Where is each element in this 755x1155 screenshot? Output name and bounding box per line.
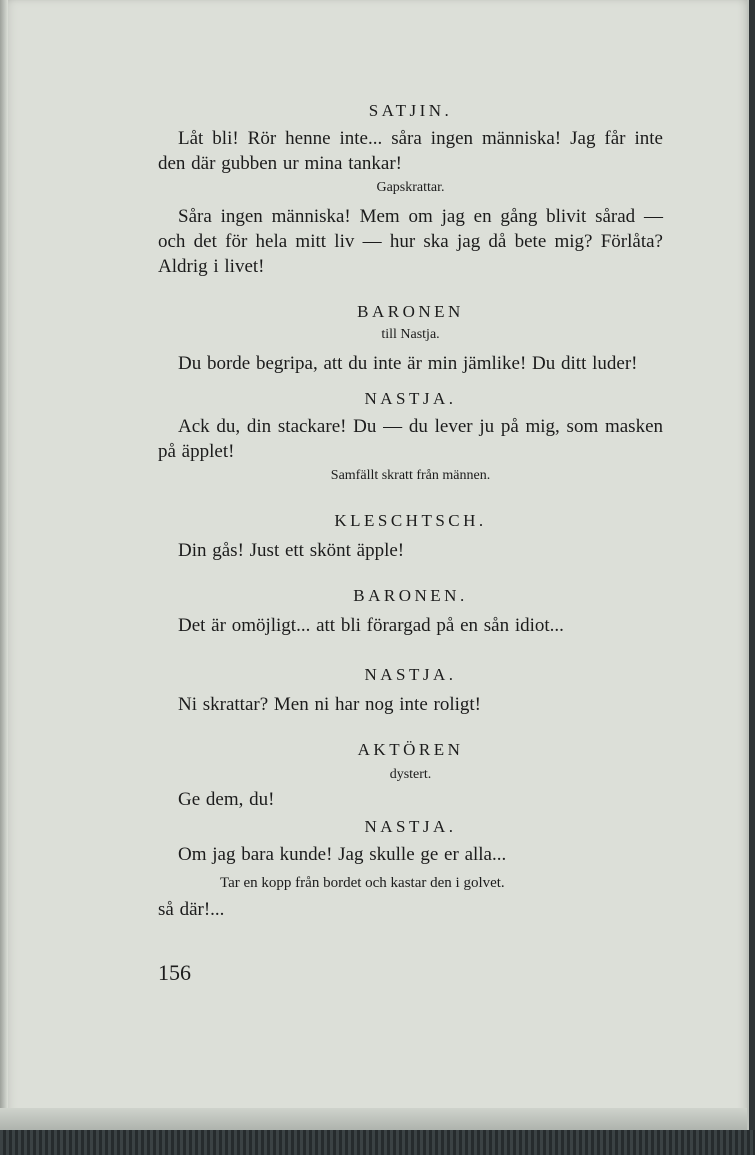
play-text [158,100,663,922]
page-binding-shadow [0,0,8,1130]
book-cover-cloth [0,1130,755,1155]
line-baronen-1: Du borde begripa, att du inte är min jämlike! Du ditt luder! [178,353,638,374]
line-satjin-1: Låt bli! Rör henne inte... såra ingen människa! Jag får inte den där gubben ur mina tankar! [158,128,663,174]
speaker-nastja: NASTJA. [364,665,457,684]
speaker-baronen: BARONEN. [353,586,468,605]
stage-direction: Samfällt skratt från männen. [330,468,491,483]
speaker-nastja: NASTJA. [364,389,457,408]
stage-direction: Gapskrattar. [376,180,445,195]
page-edge [0,1108,747,1130]
line-kleschtsch-1: Din gås! Just ett skönt äpple! [178,540,405,561]
speaker-nastja: NASTJA. [364,817,457,836]
stage-direction: till Nastja. [381,327,440,342]
page-number: 156 [158,960,191,985]
speaker-aktoren: AKTÖREN [357,740,464,759]
line-nastja-2: Ni skrattar? Men ni har nog inte roligt! [178,694,482,715]
line-nastja-3: Om jag bara kunde! Jag skulle ge er alla... [178,844,507,865]
stage-direction: dystert. [389,767,432,782]
stage-direction: Tar en kopp från bordet och kastar den i golvet. [220,875,505,891]
line-nastja-1: Ack du, din stackare! Du — du lever ju på mig, som masken på äpplet! [158,416,663,462]
line-aktoren-1: Ge dem, du! [178,789,275,810]
line-satjin-2: Såra ingen människa! Mem om jag en gång blivit sårad — och det för hela mitt liv — hur ska jag då bete mig? Förlåta? Aldrig i livet! [158,206,663,277]
line-baronen-2: Det är omöjligt... att bli förargad på en sån idiot... [178,615,564,636]
line-nastja-4: så där!... [158,899,225,920]
speaker-baronen: BARONEN [357,302,464,321]
speaker-satjin: SATJIN. [368,101,453,120]
speaker-kleschtsch: KLESCHTSCH. [334,511,487,530]
